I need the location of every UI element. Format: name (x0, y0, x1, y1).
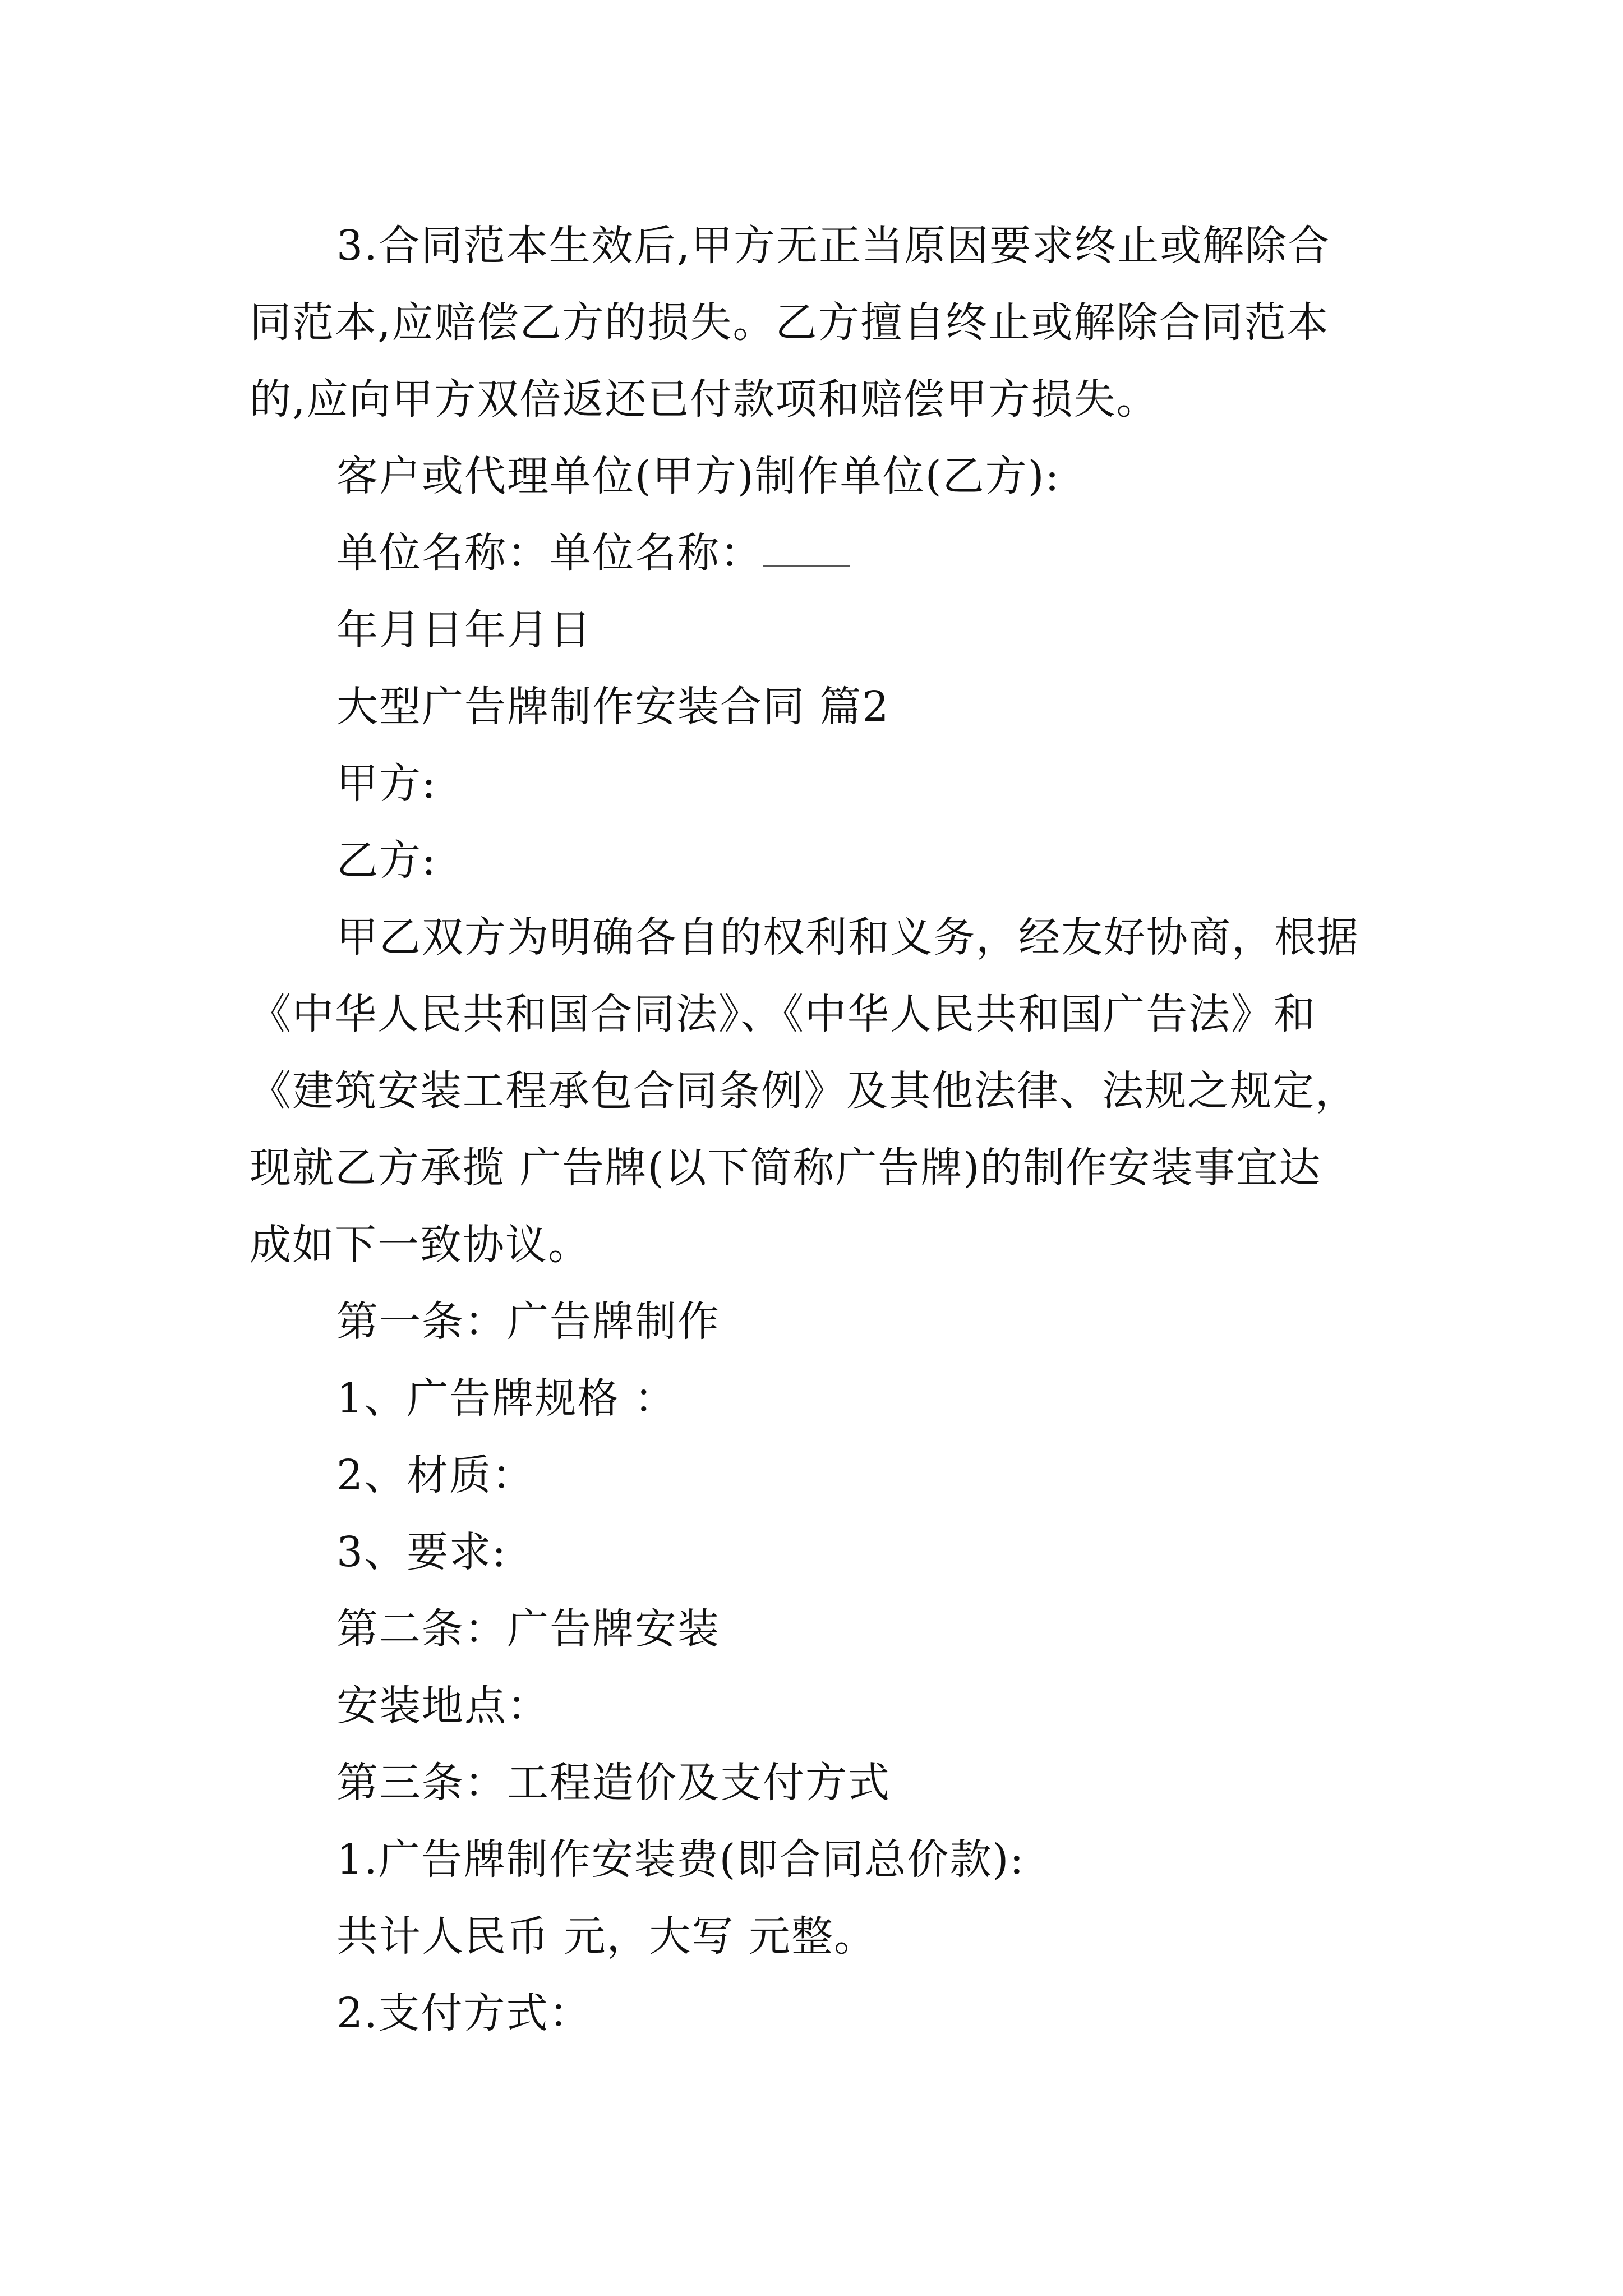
document-body (250, 208, 1388, 2052)
intro-line-2: 《中华人民共和国合同法》、《中华人民共和国广告法》和 (250, 990, 1316, 1038)
intro-line-3: 《建筑安装工程承包合同条例》及其他法律、法规之规定， (250, 1067, 1358, 1115)
intro-line-1: 甲乙双方为明确各自的权利和义务，经友好协商，根据 (336, 913, 1359, 961)
article-3-item-1: 1.广告牌制作安装费(即合同总价款): (336, 1835, 1025, 1884)
article-3-item-2: 2.支付方式： (336, 1989, 592, 2037)
article-1-item-1: 1、广告牌规格 ： (336, 1374, 677, 1423)
article-2-title: 第二条：广告牌安装 (336, 1605, 720, 1653)
unit-name-row (250, 515, 1388, 592)
signature-parties: 客户或代理单位(甲方)制作单位(乙方): (336, 452, 1061, 500)
clause-3-line-3: 的,应向甲方双倍返还已付款项和赔偿甲方损失。 (250, 375, 1159, 424)
clause-3-line-2: 同范本,应赔偿乙方的损失。乙方擅自终止或解除合同范本 (250, 298, 1330, 347)
party-b-label: 乙方: (336, 836, 437, 885)
section-title: 大型广告牌制作安装合同 篇2 (336, 683, 890, 731)
article-1-item-3: 3、要求: (336, 1528, 508, 1576)
article-2-location: 安装地点： (336, 1682, 550, 1730)
article-1-title: 第一条：广告牌制作 (336, 1297, 720, 1346)
article-1-item-2: 2、材质： (336, 1451, 535, 1499)
article-3-title: 第三条：工程造价及支付方式 (336, 1759, 891, 1807)
clause-3-line-1: 3.合同范本生效后,甲方无正当原因要求终止或解除合 (336, 222, 1331, 270)
unit-name-label: 单位名称：单位名称： (336, 529, 763, 577)
unit-name-blank (763, 537, 850, 567)
date-row: 年月日年月日 (336, 606, 592, 654)
article-3-total: 共计人民币 元，大写 元整。 (336, 1912, 877, 1961)
party-a-label: 甲方: (336, 760, 437, 808)
intro-line-5: 成如下一致协议。 (250, 1221, 591, 1269)
intro-line-4: 现就乙方承揽 广告牌(以下简称广告牌)的制作安装事宜达 (250, 1144, 1322, 1192)
